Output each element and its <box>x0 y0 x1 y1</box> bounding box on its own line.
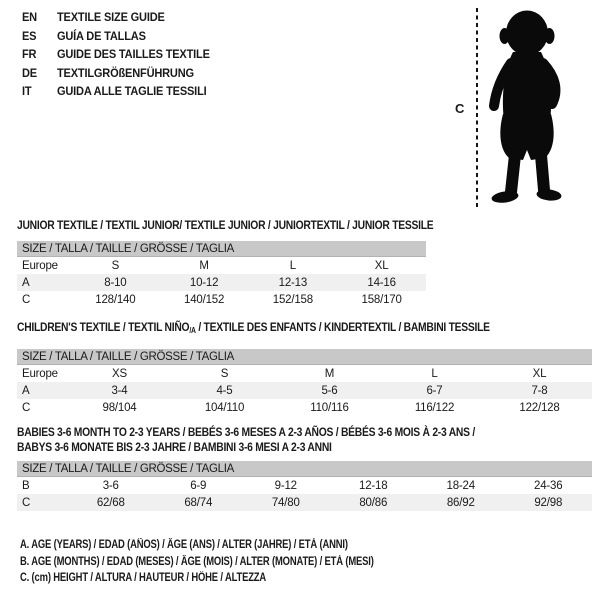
language-row <box>22 66 210 85</box>
language-title: GUIDE DES TAILLES TEXTILE <box>56 47 210 62</box>
title-subscript: /A <box>189 326 196 335</box>
table-cell: 7-8 <box>531 384 548 397</box>
table-cell: 92/98 <box>534 496 563 509</box>
table-cell: 128/140 <box>95 293 136 306</box>
row-label: C <box>22 293 31 306</box>
measure-key-notes <box>20 537 451 587</box>
language-code: ES <box>22 28 37 43</box>
language-legend <box>22 10 210 103</box>
table-title <box>17 321 512 337</box>
language-row <box>22 29 210 48</box>
height-measure-label: C <box>455 101 465 116</box>
table-cell: 3-6 <box>102 479 119 492</box>
table-row-b <box>17 477 592 494</box>
table-title <box>17 425 512 454</box>
table-cell: 6-9 <box>190 479 207 492</box>
table-cell: 6-7 <box>426 384 443 397</box>
size-header-bar: SIZE / TALLA / TAILLE / GRÖSSE / TAGLIA <box>17 241 426 257</box>
table-cell: 14-16 <box>367 276 396 289</box>
table-cell: L <box>431 367 438 380</box>
table-cell: L <box>289 259 296 272</box>
figure-area <box>440 0 600 215</box>
table-cell: 24-36 <box>534 479 563 492</box>
note-height-cm: C. (cm) HEIGHT / ALTURA / HAUTEUR / HÖHE / ALTEZZA <box>20 572 267 585</box>
language-title: GUIDA ALLE TAGLIE TESSILI <box>56 84 207 99</box>
height-measure-dashed-line <box>476 8 478 207</box>
table-cell: 68/74 <box>184 496 213 509</box>
junior-size-table <box>17 218 434 308</box>
row-label: A <box>22 384 30 397</box>
table-row-europe <box>17 257 426 274</box>
table-title: JUNIOR TEXTILE / TEXTIL JUNIOR/ TEXTILE JUNIOR / JUNIORTEXTIL / JUNIOR TESSILE <box>17 218 434 232</box>
table-cell: 4-5 <box>216 384 233 397</box>
table-cell: 110/116 <box>310 401 349 414</box>
table-cell: 5-6 <box>321 384 338 397</box>
children-size-table <box>17 321 592 416</box>
table-cell: 86/92 <box>446 496 475 509</box>
language-code: FR <box>22 47 37 62</box>
table-cell: 10-12 <box>189 276 219 289</box>
title-line-2: BABYS 3-6 MONATE BIS 2-3 JAHRE / BAMBINI 3-6 MESI A 2-3 ANNI <box>17 439 332 454</box>
language-title: GUÍA DE TALLAS <box>56 28 146 43</box>
size-header-bar: SIZE / TALLA / TAILLE / GRÖSSE / TAGLIA <box>17 349 592 365</box>
row-label: Europe <box>22 259 58 272</box>
table-cell: XL <box>374 259 389 272</box>
row-label: Europe <box>22 367 58 380</box>
table-cell: 80/86 <box>359 496 388 509</box>
table-cell: 122/128 <box>519 401 560 414</box>
language-row <box>22 84 210 103</box>
title-text: / TEXTILE DES ENFANTS / KINDERTEXTIL / BAMBINI TESSILE <box>195 320 490 334</box>
table-row-c <box>17 291 426 308</box>
size-header-bar: SIZE / TALLA / TAILLE / GRÖSSE / TAGLIA <box>17 461 592 477</box>
table-row-c <box>17 494 592 511</box>
language-row <box>22 10 210 29</box>
row-label: B <box>22 479 30 492</box>
table-cell: 8-10 <box>104 276 127 289</box>
language-row <box>22 47 210 66</box>
table-cell: S <box>220 367 229 380</box>
table-cell: S <box>111 259 120 272</box>
row-label: C <box>22 496 31 509</box>
note-age-months: B. AGE (MONTHS) / EDAD (MESES) / ÂGE (MOIS) / ALTER (MONATE) / ETÀ (MESI) <box>20 555 374 568</box>
table-row-a <box>17 382 592 399</box>
table-cell: 140/152 <box>184 293 225 306</box>
table-row-europe <box>17 365 592 382</box>
note-age-years: A. AGE (YEARS) / EDAD (AÑOS) / ÂGE (ANS) / ALTER (JAHRE) / ETÀ (ANNI) <box>20 539 348 551</box>
table-cell: 3-4 <box>111 384 128 397</box>
table-cell: M <box>324 367 335 380</box>
table-cell: 12-13 <box>278 276 308 289</box>
table-cell: 74/80 <box>271 496 300 509</box>
table-cell: 152/158 <box>272 293 313 306</box>
table-cell: 62/68 <box>96 496 125 509</box>
table-row-c <box>17 399 592 416</box>
language-title: TEXTILGRÖßENFÜHRUNG <box>56 65 194 80</box>
table-cell: 9-12 <box>274 479 297 492</box>
language-code: DE <box>22 65 37 80</box>
table-cell: 12-18 <box>359 479 388 492</box>
table-cell: 116/122 <box>414 401 455 414</box>
title-line-1: BABIES 3-6 MONTH TO 2-3 YEARS / BEBÉS 3-6 MESES A 2-3 AÑOS / BÉBÉS 3-6 MOIS À 2-3 ANS / <box>17 425 475 439</box>
table-cell: 158/170 <box>361 293 402 306</box>
table-cell: XS <box>112 367 127 380</box>
language-title: TEXTILE SIZE GUIDE <box>56 10 165 24</box>
language-code: EN <box>22 10 37 24</box>
babies-size-table <box>17 425 592 511</box>
table-cell: XL <box>532 367 547 380</box>
toddler-silhouette-icon <box>486 8 574 206</box>
table-cell: 98/104 <box>102 401 137 414</box>
title-text: CHILDREN'S TEXTILE / TEXTIL NIÑO <box>17 320 190 334</box>
table-cell: 18-24 <box>446 479 475 492</box>
row-label: C <box>22 401 31 414</box>
table-cell: M <box>199 259 209 272</box>
table-row-a <box>17 274 426 291</box>
table-cell: 104/110 <box>204 401 245 414</box>
language-code: IT <box>22 84 32 99</box>
row-label: A <box>22 276 30 289</box>
